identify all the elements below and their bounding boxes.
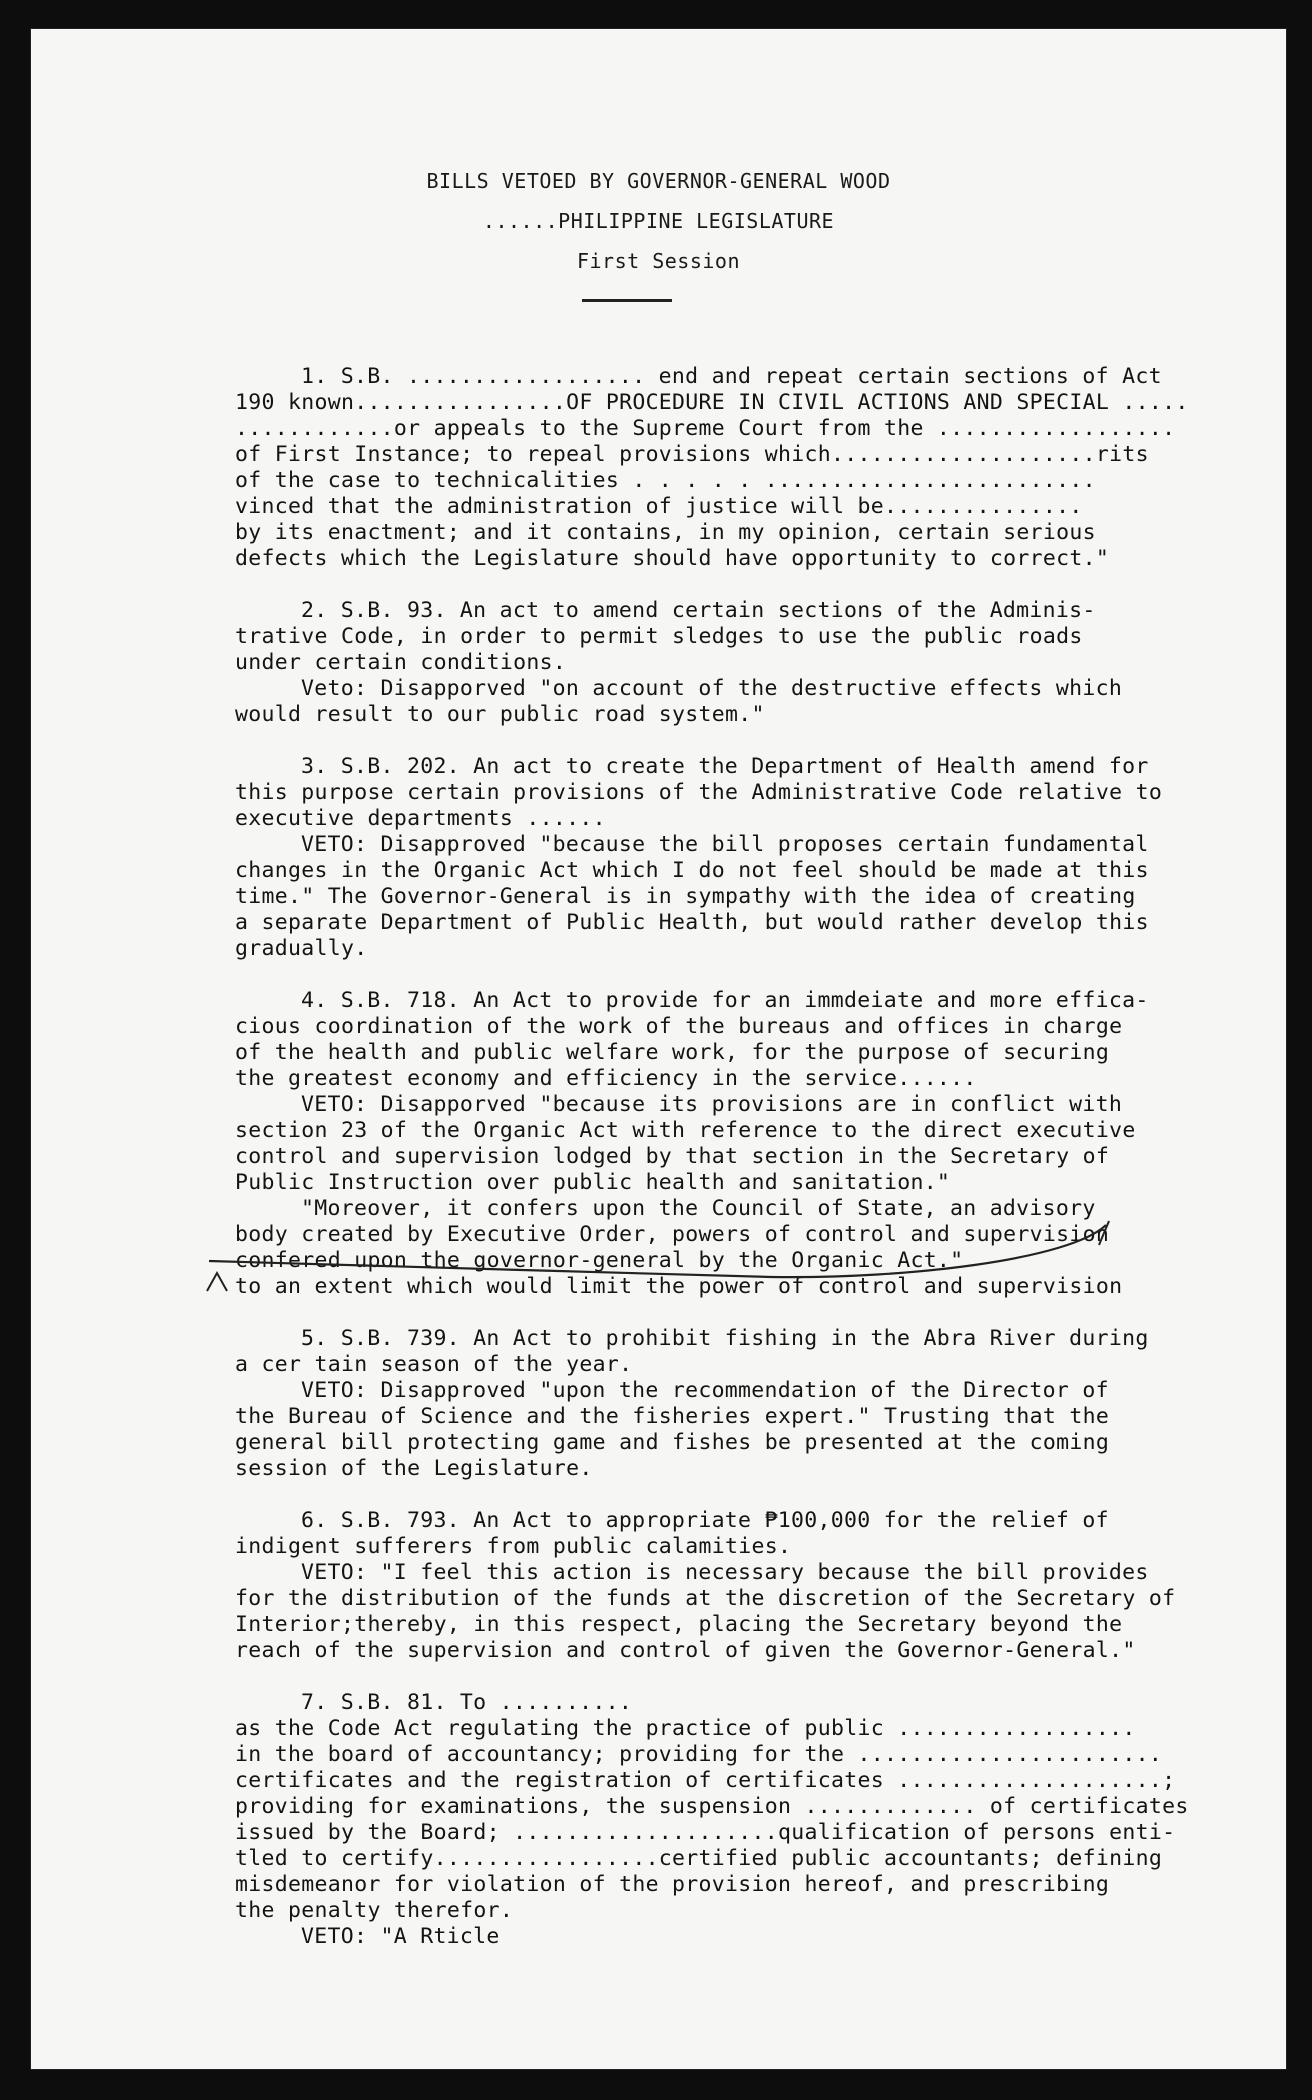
item-5-line-2: a cer tain season of the year.	[235, 1352, 633, 1377]
item-4-line-4: the greatest economy and efficiency in the service......	[235, 1066, 977, 1091]
item-7-line-8: misdemeanor for violation of the provision hereof, and prescribing	[235, 1872, 1110, 1897]
item-7-line-7: tled to certify.................certified public accountants; defining	[235, 1846, 1163, 1871]
item-5-line-3: VETO: Disapproved "upon the recommendation of the Director of	[301, 1378, 1109, 1403]
item-7-line-5: providing for examinations, the suspension ............. of certificates	[235, 1794, 1189, 1819]
item-6-line-6: reach of the supervision and control of given the Governor-General."	[235, 1638, 1136, 1663]
item-4-line-8: Public Instruction over public health and sanitation."	[235, 1170, 951, 1195]
item-4-line-10: body created by Executive Order, powers of control and supervision	[235, 1222, 1110, 1247]
item-3-line-7: a separate Department of Public Health, but would rather develop this	[235, 910, 1149, 935]
item-7-line-2: as the Code Act regulating the practice of public ..................	[235, 1716, 1136, 1741]
item-1-line-3: ............or appeals to the Supreme Court from the ..................	[235, 416, 1176, 441]
document-title: BILLS VETOED BY GOVERNOR-GENERAL WOOD	[426, 169, 891, 193]
item-5-line-4: the Bureau of Science and the fisheries expert." Trusting that the	[235, 1404, 1110, 1429]
item-7-line-6: issued by the Board; ....................qualification of persons enti-	[235, 1820, 1176, 1845]
item-3-line-5: changes in the Organic Act which I do not feel should be made at this	[235, 858, 1149, 883]
item-6-line-3: VETO: "I feel this action is necessary because the bill provides	[301, 1560, 1149, 1585]
item-6-line-4: for the distribution of the funds at the discretion of the Secretary of	[235, 1586, 1176, 1611]
item-1-line-1: 1. S.B. .................. end and repeat certain sections of Act	[301, 364, 1162, 389]
item-7-line-1: 7. S.B. 81. To ..........	[301, 1690, 633, 1715]
item-4-line-11: confered upon the governor-general by the Organic Act."	[235, 1248, 964, 1273]
item-4-line-2: cious coordination of the work of the bureaus and offices in charge	[235, 1014, 1123, 1039]
item-6-line-2: indigent sufferers from public calamities.	[235, 1534, 792, 1559]
item-1-line-7: by its enactment; and it contains, in my opinion, certain serious	[235, 520, 1096, 545]
item-4-line-1: 4. S.B. 718. An Act to provide for an immdeiate and more effica-	[301, 988, 1149, 1013]
item-5-line-5: general bill protecting game and fishes be presented at the coming	[235, 1430, 1110, 1455]
item-3-line-6: time." The Governor-General is in sympathy with the idea of creating	[235, 884, 1136, 909]
item-7-line-9: the penalty therefor.	[235, 1898, 514, 1923]
session-heading: First Session	[576, 249, 741, 273]
legislature-heading: ......PHILIPPINE LEGISLATURE	[482, 209, 835, 233]
item-1-line-6: vinced that the administration of justice will be...............	[235, 494, 1083, 519]
item-3-line-1: 3. S.B. 202. An act to create the Department of Health amend for	[301, 754, 1149, 779]
item-1-line-4: of First Instance; to repeal provisions which....................rits	[235, 442, 1149, 467]
item-7-line-3: in the board of accountancy; providing for the .......................	[235, 1742, 1163, 1767]
item-1-line-5: of the case to technicalities . . . . . .........................	[235, 468, 1096, 493]
item-2-line-5: would result to our public road system."	[235, 702, 765, 727]
item-4-line-7: control and supervision lodged by that section in the Secretary of	[235, 1144, 1110, 1169]
item-7-line-10: VETO: "A Rticle	[301, 1924, 500, 1949]
item-4-line-6: section 23 of the Organic Act with reference to the direct executive	[235, 1118, 1136, 1143]
item-2-line-4: Veto: Disapporved "on account of the destructive effects which	[301, 676, 1123, 701]
item-1-line-8: defects which the Legislature should have opportunity to correct."	[235, 546, 1110, 571]
document-page	[31, 29, 1286, 2069]
item-6-line-5: Interior;thereby, in this respect, placing the Secretary beyond the	[235, 1612, 1123, 1637]
item-4-line-9: "Moreover, it confers upon the Council of State, an advisory	[301, 1196, 1096, 1221]
item-2-line-1: 2. S.B. 93. An act to amend certain sections of the Adminis-	[301, 598, 1096, 623]
item-2-line-2: trative Code, in order to permit sledges to use the public roads	[235, 624, 1083, 649]
item-3-line-8: gradually.	[235, 936, 368, 961]
item-6-line-1: 6. S.B. 793. An Act to appropriate ₱100,000 for the relief of	[301, 1508, 1109, 1533]
item-5-line-1: 5. S.B. 739. An Act to prohibit fishing in the Abra River during	[301, 1326, 1149, 1351]
item-2-line-3: under certain conditions.	[235, 650, 567, 675]
item-4-line-12: to an extent which would limit the power of control and supervision	[235, 1274, 1123, 1299]
item-1-line-2: 190 known................OF PROCEDURE IN CIVIL ACTIONS AND SPECIAL .....	[235, 390, 1189, 415]
item-7-line-4: certificates and the registration of certificates ....................;	[235, 1768, 1176, 1793]
item-4-line-5: VETO: Disapporved "because its provisions are in conflict with	[301, 1092, 1123, 1117]
item-4-line-3: of the health and public welfare work, for the purpose of securing	[235, 1040, 1110, 1065]
item-5-line-6: session of the Legislature.	[235, 1456, 593, 1481]
item-3-line-4: VETO: Disapproved "because the bill proposes certain fundamental	[301, 832, 1149, 857]
item-3-line-3: executive departments ......	[235, 806, 606, 831]
item-3-line-2: this purpose certain provisions of the Administrative Code relative to	[235, 780, 1163, 805]
